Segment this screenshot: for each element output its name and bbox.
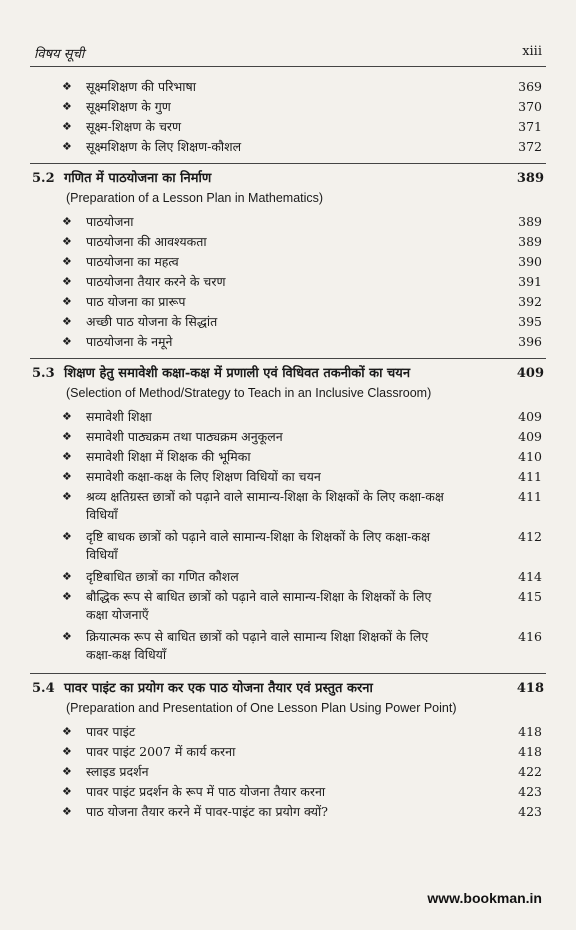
toc-entry-title-cont: विधियाँ xyxy=(86,507,118,522)
toc-entry-page: 389 xyxy=(518,234,542,249)
toc-entry-page: 369 xyxy=(518,79,542,94)
toc-entry-title: दृष्टिबाधित छात्रों का गणित कौशल xyxy=(86,569,239,584)
toc-entry-page: 414 xyxy=(518,569,542,584)
bullet-icon: ❖ xyxy=(62,140,72,153)
bullet-icon: ❖ xyxy=(62,255,72,268)
page-header-number: xiii xyxy=(522,44,542,59)
toc-entry-title: बौद्धिक रूप से बाधित छात्रों को पढ़ाने वाले सामान्य-शिक्षा के शिक्षकों के लिए xyxy=(86,589,432,604)
toc-entry-title: पावर पाइंट प्रदर्शन के रूप में पाठ योजना तैयार करना xyxy=(86,784,326,799)
toc-entry-title-cont: कक्षा योजनाएँ xyxy=(86,607,149,622)
toc-entry-page: 371 xyxy=(518,119,542,134)
toc-entry-title: पाठयोजना के नमूने xyxy=(86,334,173,349)
bullet-icon: ❖ xyxy=(62,215,72,228)
bullet-icon: ❖ xyxy=(62,765,72,778)
bullet-icon: ❖ xyxy=(62,450,72,463)
toc-entry-title: स्लाइड प्रदर्शन xyxy=(86,764,149,779)
toc-entry-page: 391 xyxy=(518,274,542,289)
toc-entry-page: 396 xyxy=(518,334,542,349)
toc-entry-title: समावेशी पाठ्यक्रम तथा पाठ्यक्रम अनुकूलन xyxy=(86,429,283,444)
toc-entry-page: 423 xyxy=(518,804,542,819)
toc-entry-title: सूक्ष्मशिक्षण के लिए शिक्षण-कौशल xyxy=(86,139,242,154)
bullet-icon: ❖ xyxy=(62,80,72,93)
bullet-icon: ❖ xyxy=(62,725,72,738)
toc-entry-title: पावर पाइंट 2007 में कार्य करना xyxy=(86,744,236,759)
toc-entry-page: 416 xyxy=(518,629,542,644)
section-title: पावर पाइंट का प्रयोग कर एक पाठ योजना तैयार एवं प्रस्तुत करना xyxy=(64,681,373,696)
toc-entry-page: 409 xyxy=(518,429,542,444)
bullet-icon: ❖ xyxy=(62,630,72,643)
bullet-icon: ❖ xyxy=(62,235,72,248)
toc-entry-title: पाठयोजना का महत्व xyxy=(86,254,179,269)
section-number: 5.2 xyxy=(32,171,55,186)
toc-entry-title: अच्छी पाठ योजना के सिद्धांत xyxy=(86,314,218,329)
section-page: 389 xyxy=(516,171,544,186)
toc-entry-title: पाठयोजना xyxy=(86,214,134,229)
bullet-icon: ❖ xyxy=(62,120,72,133)
section-page: 409 xyxy=(516,366,544,381)
watermark-url: www.bookman.in xyxy=(427,890,542,906)
section-subtitle: (Preparation and Presentation of One Lesson Plan Using Power Point) xyxy=(66,701,457,715)
toc-entry-title: समावेशी शिक्षा में शिक्षक की भूमिका xyxy=(86,449,251,464)
toc-entry-title-cont: विधियाँ xyxy=(86,547,118,562)
toc-entry-title: सूक्ष्म-शिक्षण के चरण xyxy=(86,119,182,134)
toc-entry-title: क्रियात्मक रूप से बाधित छात्रों को पढ़ाने वाले सामान्य शिक्षा शिक्षकों के लिए xyxy=(86,629,429,644)
bullet-icon: ❖ xyxy=(62,745,72,758)
toc-entry-title: पाठ योजना का प्रारूप xyxy=(86,294,186,309)
bullet-icon: ❖ xyxy=(62,295,72,308)
toc-entry-title: सूक्ष्मशिक्षण के गुण xyxy=(86,99,171,114)
toc-entry-page: 422 xyxy=(518,764,542,779)
toc-entry-title: दृष्टि बाधक छात्रों को पढ़ाने वाले सामान्य-शिक्षा के शिक्षकों के लिए कक्षा-कक्ष xyxy=(86,529,430,544)
section-title: गणित में पाठयोजना का निर्माण xyxy=(64,171,212,186)
bullet-icon: ❖ xyxy=(62,470,72,483)
toc-entry-page: 415 xyxy=(518,589,542,604)
toc-entry-page: 418 xyxy=(518,744,542,759)
toc-entry-page: 389 xyxy=(518,214,542,229)
bullet-icon: ❖ xyxy=(62,335,72,348)
section-divider xyxy=(30,163,546,164)
toc-entry-page: 418 xyxy=(518,724,542,739)
section-title: शिक्षण हेतु समावेशी कक्षा-कक्ष में प्रणाली एवं विधिवत तकनीकों का चयन xyxy=(64,366,411,381)
toc-entry-title: पाठयोजना की आवश्यकता xyxy=(86,234,207,249)
toc-entry-page: 392 xyxy=(518,294,542,309)
toc-entry-page: 411 xyxy=(518,469,542,484)
toc-entry-title: पाठ योजना तैयार करने में पावर-पाइंट का प्रयोग क्यों? xyxy=(86,804,328,819)
toc-entry-title: सूक्ष्मशिक्षण की परिभाषा xyxy=(86,79,196,94)
bullet-icon: ❖ xyxy=(62,100,72,113)
section-divider xyxy=(30,358,546,359)
section-divider xyxy=(30,673,546,674)
bullet-icon: ❖ xyxy=(62,275,72,288)
toc-entry-page: 410 xyxy=(518,449,542,464)
section-page: 418 xyxy=(516,681,544,696)
bullet-icon: ❖ xyxy=(62,490,72,503)
toc-entry-title: पावर पाइंट xyxy=(86,724,136,739)
toc-entry-page: 395 xyxy=(518,314,542,329)
toc-entry-title: समावेशी शिक्षा xyxy=(86,409,152,424)
bullet-icon: ❖ xyxy=(62,410,72,423)
page-header-title: विषय सूची xyxy=(34,47,85,62)
header-divider xyxy=(30,66,546,67)
section-subtitle: (Preparation of a Lesson Plan in Mathematics) xyxy=(66,191,324,205)
toc-entry-page: 423 xyxy=(518,784,542,799)
section-number: 5.4 xyxy=(32,681,55,696)
bullet-icon: ❖ xyxy=(62,570,72,583)
bullet-icon: ❖ xyxy=(62,430,72,443)
toc-entry-page: 411 xyxy=(518,489,542,504)
bullet-icon: ❖ xyxy=(62,785,72,798)
toc-entry-page: 372 xyxy=(518,139,542,154)
bullet-icon: ❖ xyxy=(62,530,72,543)
toc-entry-title: श्रव्य क्षतिग्रस्त छात्रों को पढ़ाने वाले सामान्य-शिक्षा के शिक्षकों के लिए कक्षा-कक्ष xyxy=(86,489,444,504)
toc-entry-page: 409 xyxy=(518,409,542,424)
bullet-icon: ❖ xyxy=(62,315,72,328)
toc-entry-page: 390 xyxy=(518,254,542,269)
section-number: 5.3 xyxy=(32,366,55,381)
toc-entry-title-cont: कक्षा-कक्ष विधियाँ xyxy=(86,647,167,662)
bullet-icon: ❖ xyxy=(62,590,72,603)
toc-entry-page: 412 xyxy=(518,529,542,544)
toc-entry-title: पाठयोजना तैयार करने के चरण xyxy=(86,274,226,289)
toc-entry-title: समावेशी कक्षा-कक्ष के लिए शिक्षण विधियों का चयन xyxy=(86,469,321,484)
toc-entry-page: 370 xyxy=(518,99,542,114)
section-subtitle: (Selection of Method/Strategy to Teach in an Inclusive Classroom) xyxy=(66,386,432,400)
bullet-icon: ❖ xyxy=(62,805,72,818)
